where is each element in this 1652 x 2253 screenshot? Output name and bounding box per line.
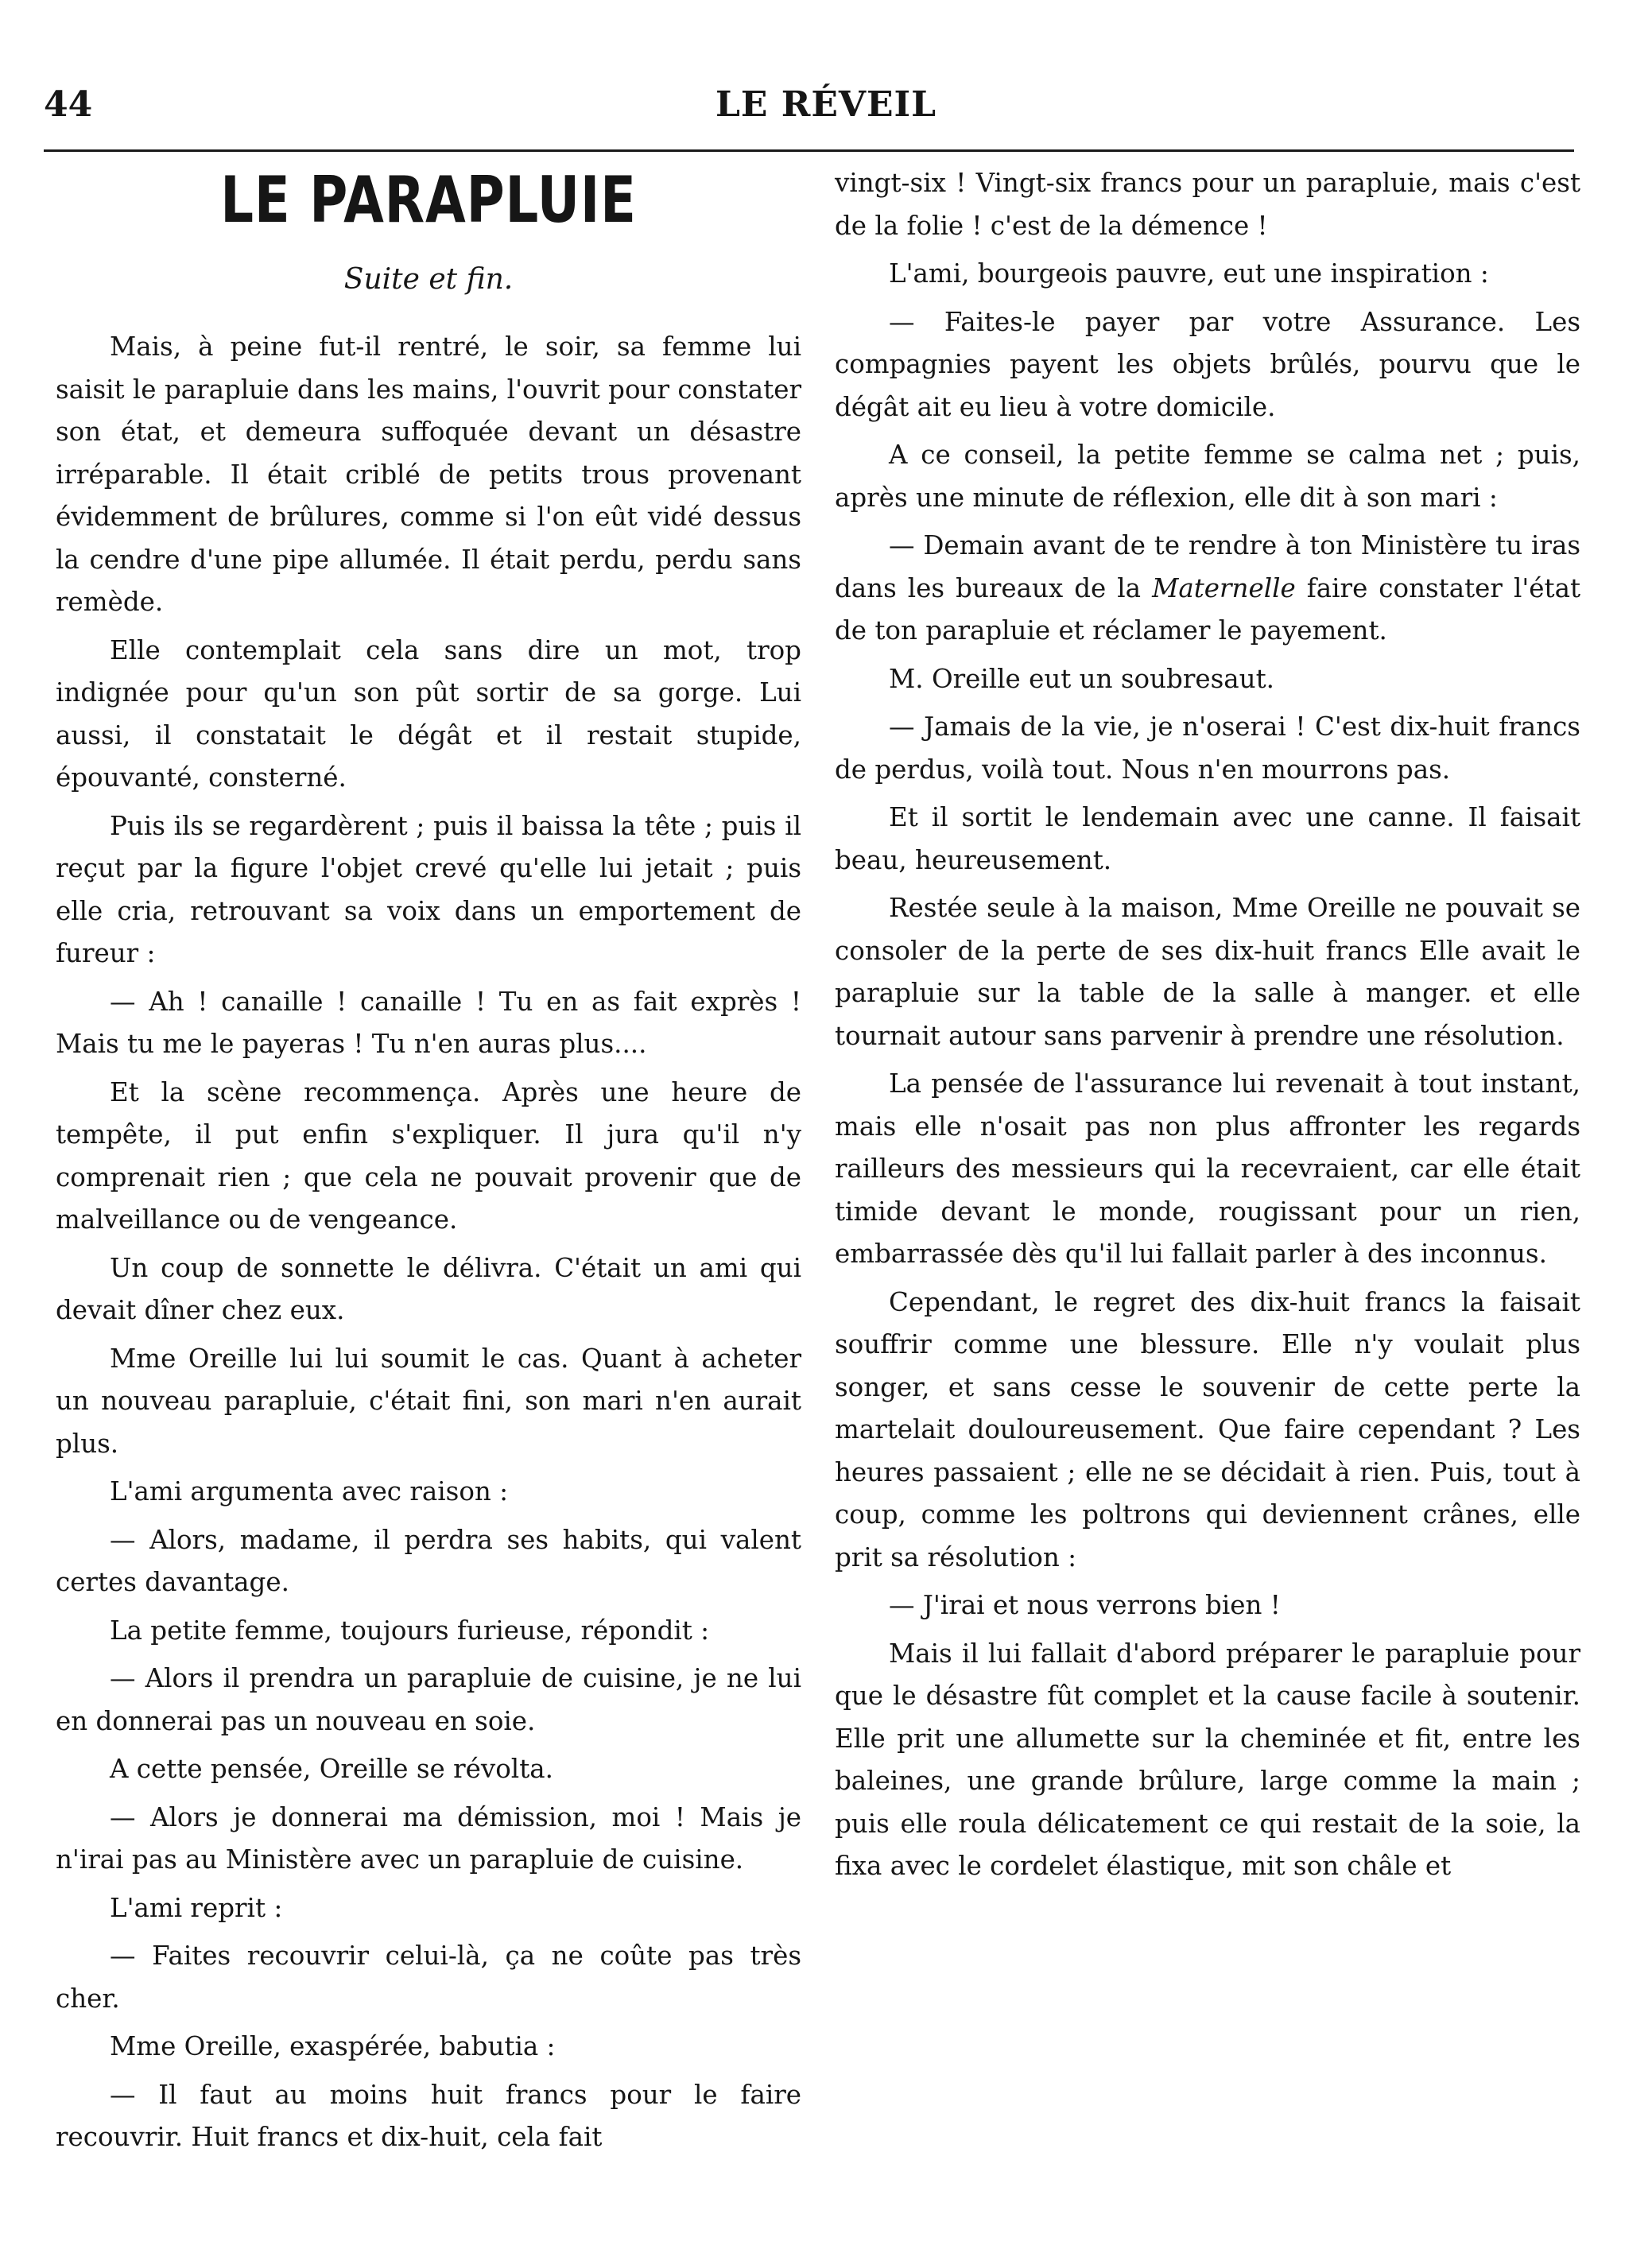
paragraph: M. Oreille eut un soubresaut. [889, 663, 1274, 694]
continued-paragraph: vingt-six ! Vingt-six francs pour un parapluie, mais c'est de la folie ! c'est de la démence ! [835, 168, 1580, 241]
left-column [56, 162, 801, 2165]
paragraph-text: — Demain avant de te rendre à ton Ministère tu iras dans les bureaux de la [835, 530, 1580, 603]
paragraph: — Faites-le payer par votre Assurance. Les compagnies payent les objets brûlés, pourvu que le dégât ait eu lieu à votre domicile. [835, 306, 1580, 422]
paragraph: L'ami argumenta avec raison : [110, 1476, 509, 1507]
paragraph: La pensée de l'assurance lui revenait à tout instant, mais elle n'osait pas non plus affronter les regards railleurs des messieurs qui la recevraient, car elle était timide devant le monde, rougissant pour un rien, embarrassée dès qu'il lui fallait parler à des inconnus. [835, 1068, 1580, 1269]
header-rule [44, 149, 1574, 152]
paragraph: Mme Oreille, exaspérée, babutia : [110, 2031, 556, 2061]
emphasized-name: Maternelle [1152, 572, 1296, 603]
paragraph: Et il sortit le lendemain avec une canne. Il faisait beau, heureusement. [835, 802, 1580, 875]
paragraph: A ce conseil, la petite femme se calma net ; puis, après une minute de réflexion, elle dit à son mari : [835, 440, 1580, 513]
right-column [835, 162, 1580, 1894]
paragraph: — Faites recouvrir celui-là, ça ne coûte pas très cher. [56, 1941, 801, 2014]
paragraph: — J'irai et nous verrons bien ! [889, 1590, 1281, 1620]
paragraph: L'ami reprit : [110, 1892, 283, 1923]
paragraph: Un coup de sonnette le délivra. C'était un ami qui devait dîner chez eux. [56, 1252, 801, 1325]
paragraph [835, 525, 1580, 653]
paragraph: A cette pensée, Oreille se révolta. [110, 1754, 553, 1784]
paragraph: L'ami, bourgeois pauvre, eut une inspiration : [889, 258, 1489, 289]
paragraph: Et la scène recommença. Après une heure de tempête, il put enfin s'expliquer. Il jura qu'il n'y comprenait rien ; que cela ne pouvait provenir que de malveillance ou de vengeance. [56, 1076, 801, 1235]
paragraph-text: faire constater l'état de ton parapluie et réclamer le payement. [835, 572, 1581, 646]
paragraph: — Ah ! canaille ! canaille ! Tu en as fait exprès ! Mais tu me le payeras ! Tu n'en auras plus.... [56, 986, 801, 1059]
paragraph: Puis ils se regardèrent ; puis il baissa la tête ; puis il reçut par la figure l'objet crevé qu'elle lui jetait ; puis elle cria, retrouvant sa voix dans un emportement de fureur : [56, 810, 801, 968]
paragraph: — Alors il prendra un parapluie de cuisine, je ne lui en donnerai pas un nouveau en soie. [56, 1663, 801, 1736]
paragraph: Mme Oreille lui lui soumit le cas. Quant à acheter un nouveau parapluie, c'était fini, son mari n'en aurait plus. [56, 1343, 801, 1459]
running-title: LE RÉVEIL [715, 84, 937, 125]
article-subtitle: Suite et fin. [343, 263, 514, 296]
paragraph: Cependant, le regret des dix-huit francs la faisait souffrir comme une blessure. Elle n'y voulait plus songer, et sans cesse le souvenir de cette perte la martelait douloureusement. Que faire cependant ? Les heures passaient ; elle ne se décidait à rien. Puis, tout à coup, comme les poltrons qui deviennent crânes, elle prit sa résolution : [835, 1286, 1580, 1572]
paragraph: Mais il lui fallait d'abord préparer le parapluie pour que le désastre fût complet et la cause facile à soutenir. Elle prit une allumette sur la cheminée et fit, entre les baleines, une grande brûlure, large comme la main ; puis elle roula délicatement ce qui restait de la soie, la fixa avec le cordelet élastique, mit son châle et [835, 1638, 1580, 1881]
paragraph: Restée seule à la maison, Mme Oreille ne pouvait se consoler de la perte de ses dix-huit francs Elle avait le parapluie sur la table de la salle à manger. et elle tournait autour sans parvenir à prendre une résolution. [835, 893, 1580, 1051]
article-title: LE PARAPLUIE [220, 163, 637, 237]
paragraph: La petite femme, toujours furieuse, répondit : [110, 1615, 710, 1646]
paragraph: — Alors, madame, il perdra ses habits, qui valent certes davantage. [56, 1524, 801, 1597]
paragraph: — Alors je donnerai ma démission, moi ! Mais je n'irai pas au Ministère avec un parapluie de cuisine. [56, 1801, 801, 1875]
paragraph: Mais, à peine fut-il rentré, le soir, sa femme lui saisit le parapluie dans les mains, l'ouvrit pour constater son état, et demeura suffoquée devant un désastre irréparable. Il était criblé de petits trous provenant évidemment de brûlures, comme si l'on eût vidé dessus la cendre d'une pipe allumée. Il était perdu, perdu sans remède. [56, 332, 801, 617]
paragraph: Elle contemplait cela sans dire un mot, trop indignée pour qu'un son pût sortir de sa gorge. Lui aussi, il constatait le dégât et il restait stupide, épouvanté, consterné. [56, 634, 801, 793]
paragraph: — Il faut au moins huit francs pour le faire recouvrir. Huit francs et dix-huit, cela fait [56, 2079, 801, 2152]
paragraph: — Jamais de la vie, je n'oserai ! C'est dix-huit francs de perdus, voilà tout. Nous n'en mourrons pas. [835, 712, 1580, 785]
page-number: 44 [44, 84, 93, 125]
